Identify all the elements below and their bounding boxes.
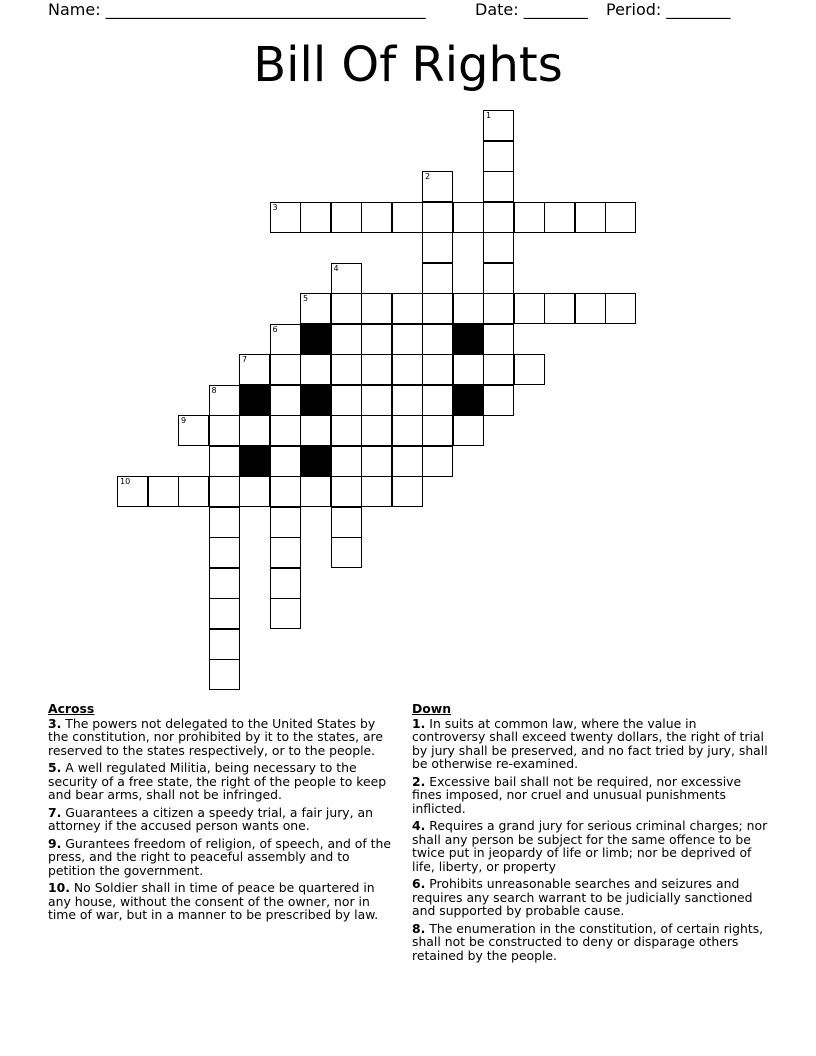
crossword-cell[interactable] <box>361 385 392 416</box>
crossword-cell[interactable] <box>270 446 301 477</box>
crossword-cell[interactable] <box>392 202 423 233</box>
black-square <box>239 385 270 416</box>
clue-number: 7 <box>242 355 248 364</box>
clue-number: 4 <box>333 263 339 273</box>
down-clues <box>412 702 772 966</box>
crossword-cell[interactable] <box>300 202 331 233</box>
down-heading: Down <box>412 701 452 716</box>
date-field[interactable]: Date: ________ <box>475 0 588 19</box>
crossword-cell[interactable] <box>178 415 209 446</box>
crossword-cell[interactable] <box>422 263 453 294</box>
crossword-cell[interactable] <box>361 446 392 477</box>
crossword-cell[interactable] <box>270 354 301 385</box>
crossword-cell[interactable] <box>361 324 392 355</box>
crossword-cell[interactable] <box>331 507 362 538</box>
crossword-cell[interactable] <box>361 476 392 507</box>
crossword-cell[interactable] <box>392 354 423 385</box>
crossword-cell[interactable] <box>361 415 392 446</box>
crossword-cell[interactable] <box>392 385 423 416</box>
clue-number: 3 <box>272 202 278 212</box>
crossword-cell[interactable] <box>270 202 301 233</box>
clue-across-5: 5. A well regulated Militia, being necessary to the security of a free state, the right of the people to keep and bear arms, shall not be infringed. <box>48 760 387 802</box>
black-square <box>300 385 331 416</box>
crossword-cell[interactable] <box>239 476 270 507</box>
clue-number: 6 <box>272 324 278 334</box>
crossword-cell[interactable] <box>178 476 209 507</box>
crossword-cell[interactable] <box>422 232 453 263</box>
black-square <box>300 446 331 477</box>
crossword-cell[interactable] <box>270 537 301 568</box>
crossword-cell[interactable] <box>239 354 270 385</box>
crossword-cell[interactable] <box>270 598 301 629</box>
crossword-cell[interactable] <box>483 293 514 324</box>
clue-number: 2 <box>425 172 431 181</box>
crossword-cell[interactable] <box>331 415 362 446</box>
clue-number: 10 <box>120 477 131 486</box>
crossword-cell[interactable] <box>331 263 362 294</box>
crossword-cell[interactable] <box>270 324 301 355</box>
crossword-cell[interactable] <box>392 415 423 446</box>
crossword-cell[interactable] <box>422 171 453 202</box>
clue-number: 5 <box>303 294 309 303</box>
crossword-cell[interactable] <box>270 568 301 599</box>
clue-down-8: 8. The enumeration in the constitution, of certain rights, shall not be constructed to deny or disparage others retained by the people. <box>412 920 764 963</box>
crossword-cell[interactable] <box>544 202 575 233</box>
crossword-cell[interactable] <box>209 446 240 477</box>
crossword-cell[interactable] <box>422 415 453 446</box>
across-heading: Across <box>48 701 95 716</box>
crossword-cell[interactable] <box>422 446 453 477</box>
crossword-cell[interactable] <box>453 202 484 233</box>
crossword-cell[interactable] <box>209 598 240 629</box>
clue-across-10: 10. No Soldier shall in time of peace be quartered in any house, without the consent of the owner, nor in time of war, but in a manner to be prescribed by law. <box>48 880 379 922</box>
crossword-cell[interactable] <box>392 446 423 477</box>
crossword-cell[interactable] <box>331 354 362 385</box>
crossword-cell[interactable] <box>483 232 514 263</box>
crossword-cell[interactable] <box>361 354 392 385</box>
crossword-cell[interactable] <box>422 354 453 385</box>
crossword-cell[interactable] <box>392 476 423 507</box>
crossword-cell[interactable] <box>331 202 362 233</box>
crossword-cell[interactable] <box>483 324 514 355</box>
crossword-cell[interactable] <box>422 324 453 355</box>
black-square <box>453 385 484 416</box>
crossword-cell[interactable] <box>148 476 179 507</box>
crossword-cell[interactable] <box>209 507 240 538</box>
crossword-cell[interactable] <box>453 293 484 324</box>
crossword-cell[interactable] <box>239 415 270 446</box>
crossword-cell[interactable] <box>483 202 514 233</box>
crossword-cell[interactable] <box>422 202 453 233</box>
crossword-cell[interactable] <box>331 324 362 355</box>
crossword-cell[interactable] <box>361 293 392 324</box>
clue-across-7: 7. Guarantees a citizen a speedy trial, a fair jury, an attorney if the accused person wants one. <box>48 804 373 833</box>
crossword-cell[interactable] <box>209 537 240 568</box>
clue-down-1: 1. In suits at common law, where the value in controversy shall exceed twenty dollars, the right of trial by jury shall be preserved, and no fact tried by jury, shall be otherwise re-examined. <box>412 715 768 771</box>
crossword-cell[interactable] <box>270 476 301 507</box>
crossword-cell[interactable] <box>575 293 606 324</box>
crossword-cell[interactable] <box>300 476 331 507</box>
black-square <box>300 324 331 355</box>
crossword-cell[interactable] <box>270 415 301 446</box>
crossword-cell[interactable] <box>483 110 514 141</box>
crossword-cell[interactable] <box>209 568 240 599</box>
clue-down-6: 6. Prohibits unreasonable searches and seizures and requires any search warrant to be judicially sanctioned and supported by probable cause. <box>412 876 753 918</box>
crossword-cell[interactable] <box>605 202 636 233</box>
crossword-cell[interactable] <box>422 385 453 416</box>
crossword-cell[interactable] <box>331 476 362 507</box>
black-square <box>239 446 270 477</box>
period-field[interactable]: Period: ________ <box>606 0 731 19</box>
crossword-cell[interactable] <box>209 385 240 416</box>
crossword-cell[interactable] <box>483 263 514 294</box>
name-field[interactable]: Name: ________________________________________ <box>48 0 426 19</box>
crossword-cell[interactable] <box>605 293 636 324</box>
crossword-cell[interactable] <box>483 354 514 385</box>
crossword-cell[interactable] <box>209 629 240 660</box>
crossword-cell[interactable] <box>514 202 545 233</box>
crossword-cell[interactable] <box>483 385 514 416</box>
clue-number: 1 <box>486 111 492 120</box>
crossword-cell[interactable] <box>270 507 301 538</box>
crossword-cell[interactable] <box>300 293 331 324</box>
crossword-cell[interactable] <box>361 202 392 233</box>
crossword-cell[interactable] <box>117 476 148 507</box>
crossword-cell[interactable] <box>331 293 362 324</box>
crossword-cell[interactable] <box>209 415 240 446</box>
crossword-cell[interactable] <box>483 171 514 202</box>
crossword-cell[interactable] <box>422 293 453 324</box>
crossword-cell[interactable] <box>209 476 240 507</box>
crossword-cell[interactable] <box>453 354 484 385</box>
crossword-cell[interactable] <box>331 385 362 416</box>
page-title: Bill Of Rights <box>253 37 563 93</box>
crossword-cell[interactable] <box>300 354 331 385</box>
crossword-cell[interactable] <box>392 293 423 324</box>
crossword-cell[interactable] <box>575 202 606 233</box>
crossword-cell[interactable] <box>453 415 484 446</box>
crossword-cell[interactable] <box>209 659 240 690</box>
crossword-cell[interactable] <box>331 446 362 477</box>
crossword-cell[interactable] <box>483 141 514 172</box>
clue-number: 8 <box>211 385 217 395</box>
crossword-cell[interactable] <box>544 293 575 324</box>
crossword-cell[interactable] <box>392 324 423 355</box>
clue-across-3: 3. The powers not delegated to the United States by the constitution, nor prohibited by it to the states, are reserved to the states respectively, or to the people. <box>48 715 384 758</box>
crossword-cell[interactable] <box>514 293 545 324</box>
crossword-cell[interactable] <box>514 354 545 385</box>
crossword-cell[interactable] <box>331 537 362 568</box>
crossword-cell[interactable] <box>300 415 331 446</box>
black-square <box>453 324 484 355</box>
clue-number: 9 <box>181 416 187 425</box>
clue-down-2: 2. Excessive bail shall not be required, nor excessive fines imposed, nor cruel and unusual punishments inflicted. <box>412 773 742 816</box>
clue-down-4: 4. Requires a grand jury for serious criminal charges; nor shall any person be subject for the same offence to be twice put in jeopardy of life or limb; nor be deprived of life, liberty, or property <box>412 818 768 874</box>
across-clues <box>48 702 398 926</box>
clue-across-9: 9. Gurantees freedom of religion, of speech, and of the press, and the right to peaceful assembly and to petition the government. <box>48 835 391 878</box>
crossword-cell[interactable] <box>270 385 301 416</box>
